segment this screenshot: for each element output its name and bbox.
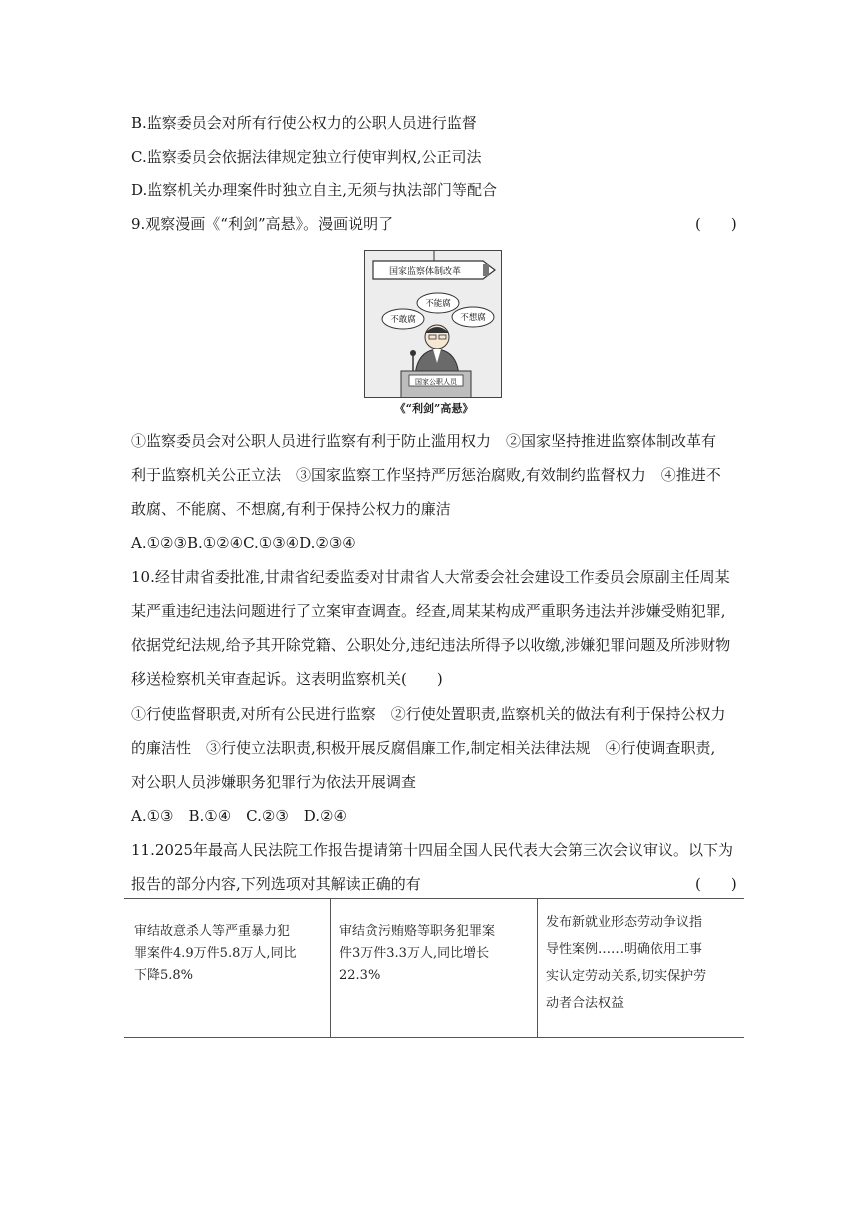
cartoon-drawing bbox=[365, 251, 502, 398]
cell-line: 动者合法权益 bbox=[546, 996, 625, 1011]
cell-line: 罪案件4.9万件5.8万人,同比 bbox=[134, 946, 297, 961]
answer-paren: ( ) bbox=[695, 215, 737, 233]
option-b: B.监察委员会对所有行使公权力的公职人员进行监督 bbox=[131, 114, 477, 132]
table-cell-corruption-crime bbox=[331, 899, 538, 1037]
bubble-want-not-text: 不想腐 bbox=[460, 313, 486, 323]
cell-line: 下降5.8% bbox=[134, 968, 194, 983]
cell-line: 审结故意杀人等严重暴力犯 bbox=[134, 924, 291, 939]
question-9-stem: 9.观察漫画《“利剑”高悬》。漫画说明了 bbox=[131, 215, 394, 233]
question-10-line-2: 某严重违纪违法问题进行了立案审查调查。经查,周某某构成严重职务违法并涉嫌受贿犯罪, bbox=[131, 602, 726, 620]
report-table bbox=[124, 898, 744, 1038]
option-d: D.监察机关办理案件时独立自主,无须与执法部门等配合 bbox=[131, 181, 498, 199]
question-10-line-1: 10.经甘肃省委批准,甘肃省纪委监委对甘肃省人大常委会社会建设工作委员会原副主任周某 bbox=[131, 568, 730, 586]
cartoon-image bbox=[364, 250, 502, 398]
cell-line: 审结贪污贿赂等职务犯罪案 bbox=[339, 924, 496, 939]
question-10-line-3: 依据党纪法规,给予其开除党籍、公职处分,违纪违法所得予以收缴,涉嫌犯罪问题及所涉财物 bbox=[131, 636, 731, 654]
microphone-icon bbox=[410, 350, 416, 356]
q9-statement-line-3: 敢腐、不能腐、不想腐,有利于保持公权力的廉洁 bbox=[131, 500, 451, 518]
question-11-line-2: 报告的部分内容,下列选项对其解读正确的有 bbox=[131, 875, 421, 893]
cell-line: 发布新就业形态劳动争议指 bbox=[546, 915, 703, 930]
q10-statement-line-2: 的廉洁性 ③行使立法职责,积极开展反腐倡廉工作,制定相关法律法规 ④行使调查职责, bbox=[131, 739, 716, 757]
q10-statement-line-1: ①行使监督职责,对所有公民进行监察 ②行使处置职责,监察机关的做法有利于保持公权力 bbox=[131, 705, 726, 723]
question-10-line-4: 移送检察机关审查起诉。这表明监察机关( ) bbox=[131, 670, 443, 688]
q9-statement-line-1: ①监察委员会对公职人员进行监察有利于防止滥用权力 ②国家坚持推进监察体制改革有 bbox=[131, 432, 717, 450]
q10-statement-line-3: 对公职人员涉嫌职务犯罪行为依法开展调查 bbox=[131, 773, 417, 791]
bubble-cannot-text: 不能腐 bbox=[425, 299, 451, 309]
cell-line: 22.3% bbox=[339, 968, 381, 983]
cell-line: 实认定劳动关系,切实保护劳 bbox=[546, 969, 707, 984]
sword-label: 国家监察体制改革 bbox=[388, 267, 462, 277]
question-11-line-1: 11.2025年最高人民法院工作报告提请第十四届全国人民代表大会第三次会议审议。以下为 bbox=[131, 841, 734, 859]
bubble-dare-not-text: 不敢腐 bbox=[390, 315, 416, 325]
q9-options: A.①②③B.①②④C.①③④D.②③④ bbox=[131, 534, 356, 552]
table-cell-violent-crime bbox=[124, 899, 331, 1037]
q10-options: A.①③ B.①④ C.②③ D.②④ bbox=[131, 807, 347, 825]
cell-line: 件3万件3.3万人,同比增长 bbox=[339, 946, 490, 961]
option-c: C.监察委员会依据法律规定独立行使审判权,公正司法 bbox=[131, 148, 482, 166]
q9-statement-line-2: 利于监察机关公正立法 ③国家监察工作坚持严厉惩治腐败,有效制约监督权力 ④推进不 bbox=[131, 466, 721, 484]
nameplate-text: 国家公职人员 bbox=[415, 378, 457, 386]
answer-paren: ( ) bbox=[695, 875, 737, 893]
cartoon-caption: 《“利剑”高悬》 bbox=[394, 402, 474, 415]
cell-line: 导性案例……明确依用工事 bbox=[546, 942, 703, 957]
table-cell-labor-dispute bbox=[538, 899, 744, 1037]
